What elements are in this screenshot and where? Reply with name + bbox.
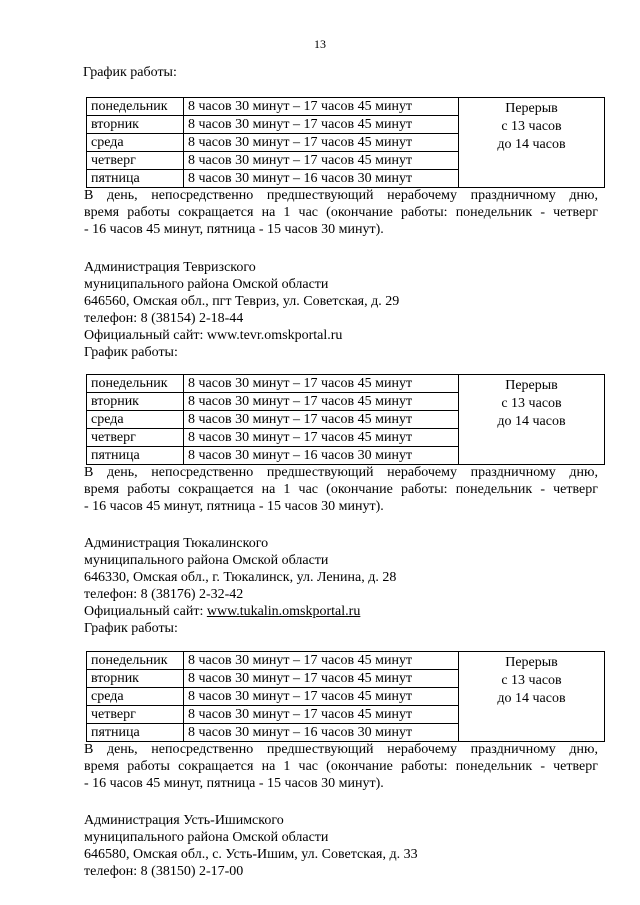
day-cell: пятница (87, 447, 184, 465)
break-cell (459, 652, 605, 742)
hours-cell: 8 часов 30 минут – 17 часов 45 минут (184, 375, 459, 393)
administration-block-tyukalinsk (84, 535, 396, 637)
administration-block-tevriz (84, 259, 399, 361)
table-row (87, 98, 605, 116)
hours-cell: 8 часов 30 минут – 17 часов 45 минут (184, 152, 459, 170)
hours-cell: 8 часов 30 минут – 17 часов 45 минут (184, 670, 459, 688)
shortened-day-note: В день, непосредственно предшествующий нерабочему праздничному дню, время работы сокращается на 1 час (окончание работы: понедельник - четверг - 16 часов 45 минут, пятница - 15 часов 30 минут). (84, 188, 598, 237)
shortened-day-note: В день, непосредственно предшествующий нерабочему праздничному дню, время работы сокращается на 1 час (окончание работы: понедельник - четверг - 16 часов 45 минут, пятница - 15 часов 30 минут). (84, 742, 598, 791)
hours-cell: 8 часов 30 минут – 16 часов 30 минут (184, 724, 459, 742)
day-cell: вторник (87, 116, 184, 134)
admin-name-cont: муниципального района Омской области (84, 277, 329, 292)
break-line: с 13 часов (501, 673, 562, 688)
break-line: Перерыв (505, 101, 558, 116)
hours-cell: 8 часов 30 минут – 17 часов 45 минут (184, 393, 459, 411)
admin-phone: телефон: 8 (38154) 2-18-44 (84, 311, 244, 326)
admin-site: Официальный сайт: www.tukalin.omskportal.ru (84, 604, 361, 619)
admin-name: Администрация Тевризского (84, 260, 256, 275)
hours-cell: 8 часов 30 минут – 17 часов 45 минут (184, 688, 459, 706)
admin-name: Администрация Тюкалинского (84, 536, 269, 551)
schedule-heading: График работы: (84, 345, 178, 360)
site-link[interactable]: www.tukalin.omskportal.ru (206, 604, 361, 619)
break-line: до 14 часов (497, 137, 566, 152)
schedule-table (86, 651, 605, 742)
break-line: до 14 часов (497, 414, 566, 429)
day-cell: пятница (87, 170, 184, 188)
admin-phone: телефон: 8 (38176) 2-32-42 (84, 587, 244, 602)
site-link[interactable]: www.tevr.omskportal.ru (206, 328, 343, 343)
hours-cell: 8 часов 30 минут – 16 часов 30 минут (184, 170, 459, 188)
hours-cell: 8 часов 30 минут – 17 часов 45 минут (184, 652, 459, 670)
admin-address: 646330, Омская обл., г. Тюкалинск, ул. Ленина, д. 28 (84, 570, 397, 585)
table-row (87, 652, 605, 670)
day-cell: четверг (87, 706, 184, 724)
admin-name: Администрация Усть-Ишимского (84, 813, 284, 828)
day-cell: среда (87, 411, 184, 429)
day-cell: понедельник (87, 652, 184, 670)
break-line: Перерыв (505, 655, 558, 670)
hours-cell: 8 часов 30 минут – 17 часов 45 минут (184, 134, 459, 152)
admin-site: Официальный сайт: www.tevr.omskportal.ru (84, 328, 343, 343)
page-number: 13 (314, 37, 326, 51)
break-line: с 13 часов (501, 396, 562, 411)
break-line: до 14 часов (497, 691, 566, 706)
admin-address: 646580, Омская обл., с. Усть-Ишим, ул. Советская, д. 33 (84, 847, 418, 862)
day-cell: понедельник (87, 98, 184, 116)
hours-cell: 8 часов 30 минут – 17 часов 45 минут (184, 116, 459, 134)
day-cell: четверг (87, 152, 184, 170)
hours-cell: 8 часов 30 минут – 17 часов 45 минут (184, 98, 459, 116)
break-cell (459, 375, 605, 465)
hours-cell: 8 часов 30 минут – 17 часов 45 минут (184, 706, 459, 724)
admin-phone: телефон: 8 (38150) 2-17-00 (84, 864, 244, 879)
day-cell: понедельник (87, 375, 184, 393)
administration-block-ust-ishim (84, 812, 418, 880)
break-line: с 13 часов (501, 119, 562, 134)
shortened-day-note: В день, непосредственно предшествующий нерабочему праздничному дню, время работы сокращается на 1 час (окончание работы: понедельник - четверг - 16 часов 45 минут, пятница - 15 часов 30 минут). (84, 465, 598, 514)
hours-cell: 8 часов 30 минут – 16 часов 30 минут (184, 447, 459, 465)
day-cell: среда (87, 134, 184, 152)
break-cell (459, 98, 605, 188)
schedule-heading: График работы: (84, 621, 178, 636)
day-cell: среда (87, 688, 184, 706)
admin-name-cont: муниципального района Омской области (84, 830, 329, 845)
break-line: Перерыв (505, 378, 558, 393)
hours-cell: 8 часов 30 минут – 17 часов 45 минут (184, 429, 459, 447)
day-cell: вторник (87, 393, 184, 411)
schedule-table (86, 97, 605, 188)
schedule-heading: График работы: (83, 65, 177, 80)
day-cell: вторник (87, 670, 184, 688)
hours-cell: 8 часов 30 минут – 17 часов 45 минут (184, 411, 459, 429)
schedule-table (86, 374, 605, 465)
admin-name-cont: муниципального района Омской области (84, 553, 329, 568)
table-row (87, 375, 605, 393)
day-cell: четверг (87, 429, 184, 447)
day-cell: пятница (87, 724, 184, 742)
admin-address: 646560, Омская обл., пгт Тевриз, ул. Советская, д. 29 (84, 294, 400, 309)
